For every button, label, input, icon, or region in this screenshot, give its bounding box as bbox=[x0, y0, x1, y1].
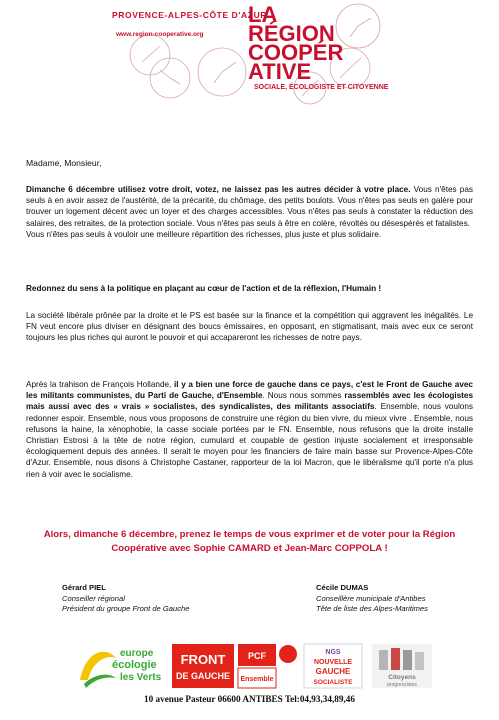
ngs-abbr: NGS bbox=[325, 649, 341, 656]
citoyens-text-2: progressistes bbox=[387, 682, 417, 688]
region-label: PROVENCE-ALPES-CÔTE D'AZUR bbox=[112, 10, 268, 20]
citoyens-text-1: Citoyens bbox=[388, 674, 416, 681]
paragraph-4-e: . Ensemble, nous voulons redonner espoir. Ensemble, nous vous proposons de construire une région du bien vivre, du mieux vivre . Ensemble, nous refusons la haine, la xénophobie, la casse sociale portées par le FN. Ensemble, nous refusons que la droite installe Christian Estrosi à la tête de notre région, cumulard et coupable de gestion injuste socialement et irresponsable écologiquement depuis des années. Il serait le moyen pour les financiers de faire main basse sur Provence-Alpes-Côte d'Azur. Ensemble, nous disons à Christophe Castaner, rapporteur de la loi Macron, que le libéralisme qu'il porte n'a plus rien à voir avec le socialisme. bbox=[26, 402, 473, 479]
pcf-text: PCF bbox=[248, 651, 266, 661]
partner-logos bbox=[76, 640, 436, 692]
paragraph-4-d: rassemblés avec les écologistes mais aussi avec des « vrais » socialistes, des syndicalistes, des militants associatifs bbox=[26, 391, 474, 412]
signature-right-name: Cécile DUMAS bbox=[316, 583, 369, 592]
fdg-text-2: DE GAUCHE bbox=[175, 671, 231, 681]
paragraph-4-b: il y a bien une force de gauche dans ce pays, c'est le Front de Gauche avec les militants communistes, du Parti de Gauche, d'Ensemble bbox=[26, 380, 473, 401]
citoyens-logo bbox=[372, 644, 432, 688]
paragraph-2: Redonnez du sens à la politique en plaçant au cœur de l'action et de la réflexion, l'Humain ! bbox=[26, 284, 382, 293]
logo-subtitle: SOCIALE, ÉCOLOGISTE ET CITOYENNE bbox=[254, 84, 389, 91]
signature-left bbox=[62, 583, 190, 615]
website-url[interactable]: www.region-cooperative.org bbox=[116, 31, 204, 38]
salutation: Madame, Monsieur, bbox=[26, 158, 102, 168]
paragraph-1-lead: Dimanche 6 décembre utilisez votre droit, votez, ne laissez pas les autres décider à votre place. bbox=[26, 185, 411, 194]
paragraph-4-a: Après la trahison de François Hollande, bbox=[26, 380, 172, 389]
call-to-action: Alors, dimanche 6 décembre, prenez le temps de vous exprimer et de voter pour la Région Coopérative avec Sophie CAMARD et Jean-Marc COPPOLA ! bbox=[43, 529, 456, 554]
signature-left-role-1: Conseiller régional bbox=[62, 593, 125, 603]
footer-address: 10 avenue Pasteur 06600 ANTIBES Tel:04,93,34,89,46 bbox=[144, 694, 355, 704]
signature-left-name: Gérard PIEL bbox=[62, 583, 106, 592]
ngs-text-2: GAUCHE bbox=[315, 667, 351, 676]
eelv-text-1: europe bbox=[120, 648, 154, 659]
eelv-text-3: les Verts bbox=[120, 672, 162, 683]
ngs-text-1: NOUVELLE bbox=[313, 659, 353, 666]
ngs-text-3: SOCIALISTE bbox=[313, 679, 353, 686]
paragraph-4 bbox=[26, 379, 473, 480]
paragraph-4-c: . Nous nous sommes bbox=[262, 391, 345, 401]
eelv-logo bbox=[80, 648, 162, 688]
signature-left-role-2: Président du groupe Front de Gauche bbox=[62, 604, 190, 613]
paragraph-1 bbox=[26, 184, 473, 240]
letterhead bbox=[0, 0, 499, 130]
fist-icon bbox=[279, 645, 297, 663]
signature-right bbox=[316, 583, 428, 615]
paragraph-1-body: Vous n'êtes pas seuls à en avoir assez de l'austérité, de la précarité, du chômage, des petits boulots. Vous n'êtes pas seuls en galère pour trouver un logement décent avec un loyer et des charges accessibles. Vous n'êtes pas seuls à constater la réduction des salaires, des retraites, de la protection sociale. Vous n'êtes pas seuls à être en colère, révoltés ou désespérés et fatalistes. bbox=[26, 185, 473, 228]
partner-logos-svg bbox=[76, 640, 436, 692]
logo-line-4: ATIVE bbox=[248, 59, 312, 84]
logo-line-1: LA bbox=[248, 2, 278, 27]
pcf-ensemble-logo bbox=[238, 644, 297, 688]
ensemble-text: Ensemble bbox=[240, 676, 274, 683]
front-de-gauche-logo bbox=[172, 644, 234, 688]
ngs-logo bbox=[304, 644, 362, 688]
eelv-text-2: écologie bbox=[112, 659, 157, 671]
fdg-text-1: FRONT bbox=[180, 652, 226, 667]
logo-line-3: COOPÉR bbox=[248, 40, 344, 65]
logo-line-2: RÉGION bbox=[248, 21, 335, 46]
paragraph-1-last: Vous n'êtes pas seuls à vouloir une meilleure répartition des richesses, plus juste et plus solidaire. bbox=[26, 229, 382, 239]
signature-right-role-2: Tête de liste des Alpes-Maritimes bbox=[316, 604, 428, 613]
paragraph-3: La société libérale prônée par la droite et le PS est basée sur la finance et la compétition qui aggravent les inégalités. Le FN veut encore plus diviser en désignant des boucs émissaires, en opposant, en stigmatisant, mais avec eux ce seront toujours les plus riches qui auront le pouvoir et qui accapareront les richesses de notre pays. bbox=[26, 311, 473, 343]
signature-right-role-1: Conseillère municipale d'Antibes bbox=[316, 593, 426, 603]
